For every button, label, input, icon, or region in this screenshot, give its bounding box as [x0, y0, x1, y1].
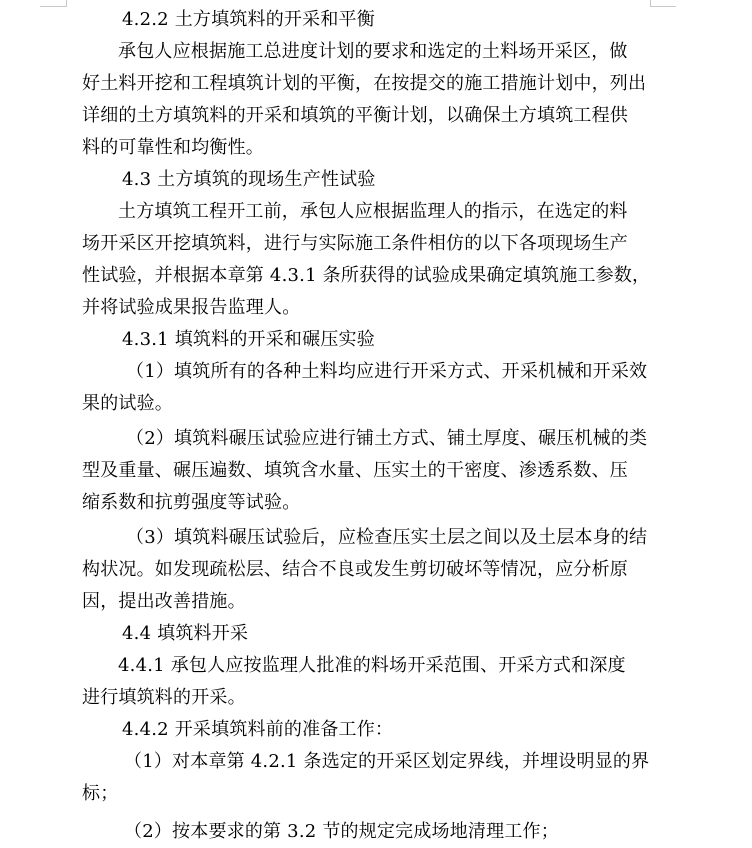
list-item-line: 标； — [82, 783, 119, 804]
list-item-line: （2）填筑料碾压试验应进行铺土方式、铺土厚度、碾压机械的类 — [126, 428, 648, 449]
crop-mark-top-left-vertical — [66, 0, 67, 7]
paragraph-line: 并将试验成果报告监理人。 — [82, 297, 301, 318]
crop-mark-top-right-vertical — [650, 0, 651, 7]
list-item-line: （1）对本章第 4.2.1 条选定的开采区划定界线，并埋设明显的界 — [124, 751, 650, 772]
list-item-line: （3）填筑料碾压试验后，应检查压实土层之间以及土层本身的结 — [126, 527, 648, 548]
list-item-line: 因，提出改善措施。 — [82, 591, 246, 612]
crop-mark-top-right — [650, 6, 676, 7]
paragraph-line: 4.4.1 承包人应按监理人批准的料场开采范围、开采方式和深度 — [118, 655, 626, 676]
paragraph-line: 土方填筑工程开工前，承包人应根据监理人的指示，在选定的料 — [118, 201, 628, 222]
paragraph-line: 好土料开挖和工程填筑计划的平衡，在按提交的施工措施计划中，列出 — [82, 73, 647, 94]
list-item-line: 果的试验。 — [82, 393, 173, 414]
section-heading-4-2-2: 4.2.2 土方填筑料的开采和平衡 — [122, 9, 375, 30]
paragraph-line: 料的可靠性和均衡性。 — [82, 137, 264, 158]
section-heading-4-3-1: 4.3.1 填筑料的开采和碾压实验 — [122, 329, 375, 350]
list-item-line: 缩系数和抗剪强度等试验。 — [82, 492, 301, 513]
section-heading-4-3: 4.3 土方填筑的现场生产性试验 — [122, 169, 376, 190]
list-item-line: （2）按本要求的第 3.2 节的规定完成场地清理工作； — [124, 821, 559, 842]
paragraph-line: 承包人应根据施工总进度计划的要求和选定的土料场开采区，做 — [118, 41, 628, 62]
list-item-line: 型及重量、碾压遍数、填筑含水量、压实土的干密度、渗透系数、压 — [82, 460, 628, 481]
paragraph-line: 详细的土方填筑料的开采和填筑的平衡计划，以确保土方填筑工程供 — [82, 105, 628, 126]
list-item-line: （1）填筑所有的各种土料均应进行开采方式、开采机械和开采效 — [126, 361, 648, 382]
document-body — [82, 4, 651, 848]
crop-mark-top-left — [40, 6, 66, 7]
list-item-line: 构状况。如发现疏松层、结合不良或发生剪切破坏等情况，应分析原 — [82, 559, 628, 580]
paragraph-line: 性试验，并根据本章第 4.3.1 条所获得的试验成果确定填筑施工参数， — [82, 265, 651, 286]
paragraph-line: 场开采区开挖填筑料，进行与实际施工条件相仿的以下各项现场生产 — [82, 233, 628, 254]
section-heading-4-4: 4.4 填筑料开采 — [122, 623, 249, 644]
section-heading-4-4-2: 4.4.2 开采填筑料前的准备工作： — [122, 719, 394, 740]
paragraph-line: 进行填筑料的开采。 — [82, 687, 246, 708]
